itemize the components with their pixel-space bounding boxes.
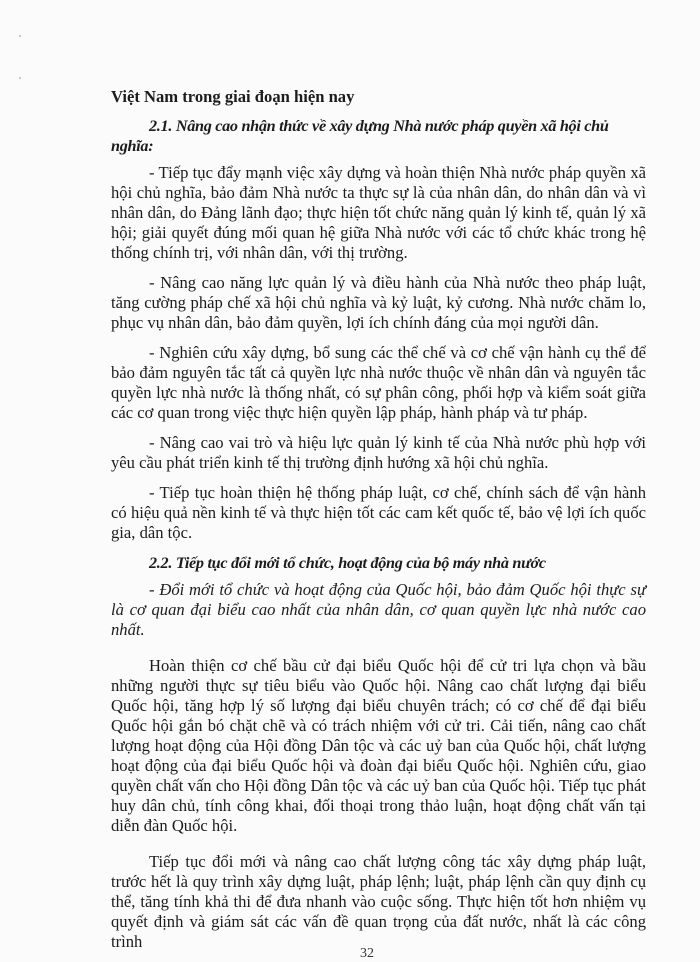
paragraph: Hoàn thiện cơ chế bầu cử đại biểu Quốc hội để cử tri lựa chọn và bầu những người thực sự tiêu biểu vào Quốc hội. Nâng cao chất lượng đại biểu Quốc hội, tăng hợp lý số lượng đại biểu chuyên trách; có cơ chế để đại biểu Quốc hội gắn bó chặt chẽ và có trách nhiệm với cử tri. Cải tiến, nâng cao chất lượng hoạt động của Hội đồng Dân tộc và các uỷ ban của Quốc hội, chất lượng hoạt động của đại biểu Quốc hội và đoàn đại biểu Quốc hội. Nghiên cứu, giao quyền chất vấn cho Hội đồng Dân tộc và các uỷ ban của Quốc hội. Tiếp tục phát huy dân chủ, tính công khai, đối thoại trong thảo luận, hoạt động chất vấn tại diễn đàn Quốc hội. [111,656,646,835]
page-content [111,87,646,962]
chapter-heading: Việt Nam trong giai đoạn hiện nay [111,87,355,106]
paragraph: - Tiếp tục đẩy mạnh việc xây dựng và hoàn thiện Nhà nước pháp quyền xã hội chủ nghĩa, bảo đảm Nhà nước ta thực sự là của nhân dân, do nhân dân và vì nhân dân, do Đảng lãnh đạo; thực hiện tốt chức năng quản lý kinh tế, quản lý xã hội; giải quyết đúng mối quan hệ giữa Nhà nước với các tổ chức khác trong hệ thống chính trị, với nhân dân, với thị trường. [111,163,646,262]
page-number: 32 [360,946,374,961]
paragraph: - Nâng cao năng lực quản lý và điều hành của Nhà nước theo pháp luật, tăng cường pháp chế xã hội chủ nghĩa và kỷ luật, kỷ cương. Nhà nước chăm lo, phục vụ nhân dân, bảo đảm quyền, lợi ích chính đáng của mọi người dân. [111,273,646,332]
scan-artifact [19,77,21,79]
paragraph: Tiếp tục đổi mới và nâng cao chất lượng công tác xây dựng pháp luật, trước hết là quy trình xây dựng luật, pháp lệnh; luật, pháp lệnh cần quy định cụ thể, tăng tính khả thi để đưa nhanh vào cuộc sống. Thực hiện tốt hơn nhiệm vụ quyết định và giám sát các vấn đề quan trọng của đất nước, nhất là các công trình [111,852,646,951]
section-heading-2-2: 2.2. Tiếp tục đổi mới tổ chức, hoạt động của bộ máy nhà nước [149,554,546,572]
section-heading-2-1: 2.1. Nâng cao nhận thức về xây dựng Nhà nước pháp quyền xã hội chủ nghĩa: [111,117,609,155]
paragraph: - Nâng cao vai trò và hiệu lực quản lý kinh tế của Nhà nước phù hợp với yêu cầu phát triển kinh tế thị trường định hướng xã hội chủ nghĩa. [111,433,646,472]
paragraph: - Tiếp tục hoàn thiện hệ thống pháp luật, cơ chế, chính sách để vận hành có hiệu quả nền kinh tế và thực hiện tốt các cam kết quốc tế, bảo vệ lợi ích quốc gia, dân tộc. [111,483,646,542]
scan-artifact [19,35,21,37]
italic-paragraph: - Đổi mới tổ chức và hoạt động của Quốc hội, bảo đảm Quốc hội thực sự là cơ quan đại biểu cao nhất của nhân dân, cơ quan quyền lực nhà nước cao nhất. [111,580,646,639]
paragraph: - Nghiên cứu xây dựng, bổ sung các thể chế và cơ chế vận hành cụ thể để bảo đảm nguyên tắc tất cả quyền lực nhà nước thuộc về nhân dân và nguyên tắc quyền lực nhà nước là thống nhất, có sự phân công, phối hợp và kiểm soát giữa các cơ quan trong việc thực hiện quyền lập pháp, hành pháp và tư pháp. [111,343,646,422]
